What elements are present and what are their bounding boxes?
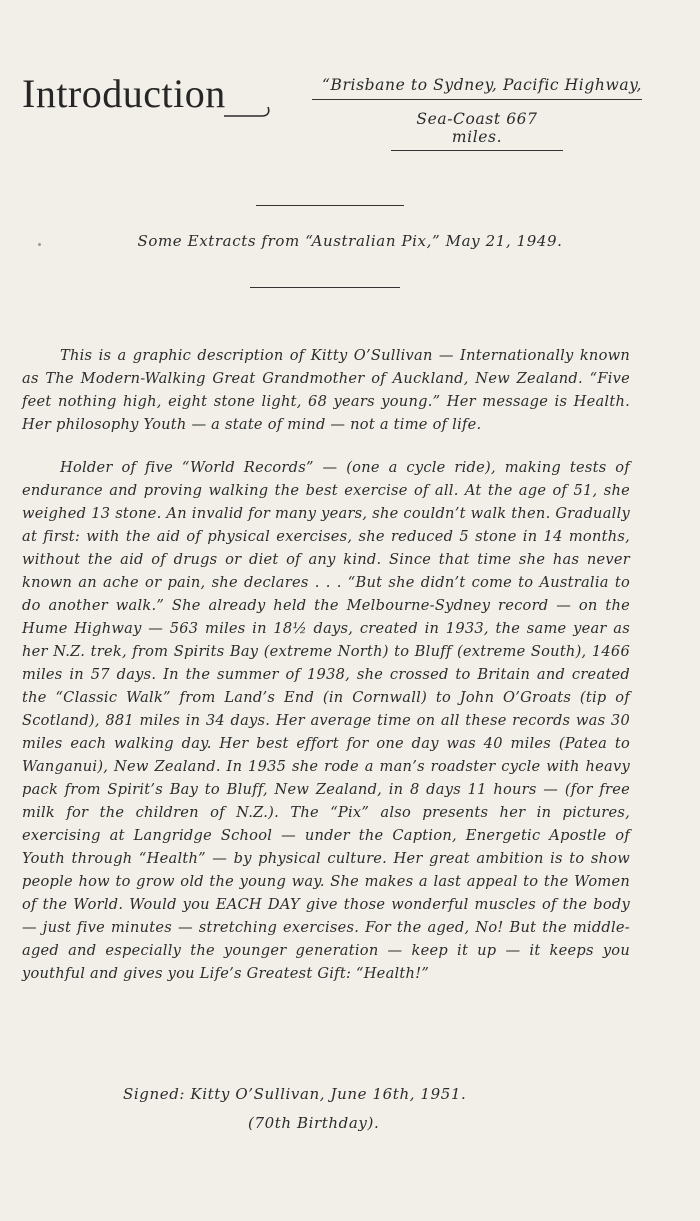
paper-speck <box>38 243 41 246</box>
paragraph-2: Holder of five “World Records” — (one a cycle ride), making tests of endurance and proving walking the best exercise of all. At the age of 51, she weighed 13 stone. An invalid for many years, she couldn’t walk then. Gradually at first: with the aid of physical exercises, she reduced 5 stone in 14 months, without the aid of drugs or diet of any kind. Since that time she has never known an ache or pain, she declares . . . “But she didn’t come to Australia to do another walk.” She already held the Melbourne-Sydney record — on the Hume Highway — 563 miles in 18½ days, created in 1933, the same year as her N.Z. trek, from Spirits Bay (extreme North) to Bluff (extreme South), 1466 miles in 57 days. In the summer of 1938, she crossed to Britain and created the “Classic Walk” from Land’s End (in Cornwall) to John O’Groats (tip of Scotland), 881 miles in 34 days. Her average time on all these records was 30 miles each walking day. Her best effort for one day was 40 miles (Patea to Wanganui), New Zealand. In 1935 she rode a man’s roadster cycle with heavy pack from Spirit’s Bay to Bluff, New Zealand, in 8 days 11 hours — (for free milk for the children of N.Z.). The “Pix” also presents her in pictures, exercising at Langridge School — under the Caption, Energetic Apostle of Youth through “Health” — by physical culture. Her great ambition is to show people how to grow old the young way. She makes a last appeal to the Women of the World. Would you EACH DAY give those wonderful muscles of the body — just five minutes — stretching exercises. For the aged, No! But the middle-aged and especially the younger generation — keep it up — it keeps you youthful and gives you Life’s Greatest Gift: “Health!” <box>22 459 630 982</box>
page-title: Introduction <box>22 71 226 116</box>
birthday-line: (70th Birthday). <box>248 1114 380 1132</box>
route-line-1: “Brisbane to Sydney, Pacific Highway, <box>312 76 642 100</box>
route-subtitle <box>312 76 642 151</box>
extract-heading: Some Extracts from “Australian Pix,” May 21, 1949. <box>137 232 563 250</box>
route-line-2: Sea-Coast 667 miles. <box>391 110 563 151</box>
signature-line: Signed: Kitty O’Sullivan, June 16th, 1951. <box>123 1085 467 1103</box>
divider-bottom <box>250 287 400 288</box>
divider-top <box>256 205 404 206</box>
body-text <box>22 344 630 1005</box>
paragraph-1: This is a graphic description of Kitty O’Sullivan — Internationally known as The Modern-Walking Great Grandmother of Auckland, New Zealand. “Five feet nothing high, eight stone light, 68 years young.” Her message is Health. Her philosophy Youth — a state of mind — not a time of life. <box>22 347 630 433</box>
title-flourish <box>222 98 274 124</box>
